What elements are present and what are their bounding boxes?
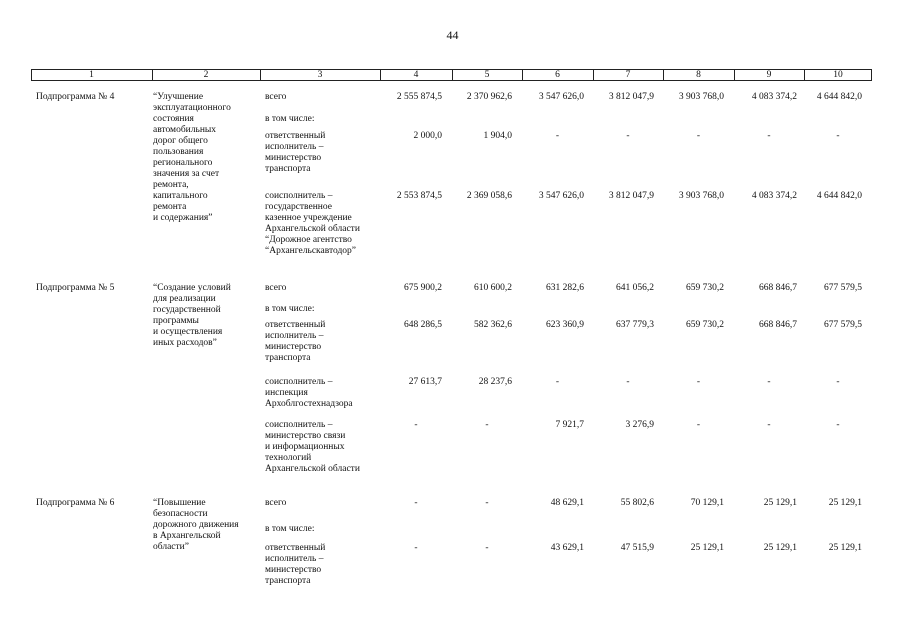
cell-value: - (696, 420, 701, 430)
row-label: соисполнитель – министерство связи и информационных технологий Архангельской области (265, 420, 360, 474)
column-number: 10 (833, 70, 843, 80)
cell-value: - (485, 543, 489, 553)
cell-value: 43 629,1 (550, 543, 584, 553)
subprogram-title: “Создание условий для реализации государственной программы и осуществления иных расходов” (153, 283, 231, 348)
cell-value: - (836, 377, 840, 387)
cell-value: - (767, 131, 771, 141)
cell-value: - (414, 420, 418, 430)
row-label: всего (265, 498, 287, 508)
cell-value: 610 600,2 (474, 283, 512, 293)
cell-value: 677 579,5 (824, 283, 862, 293)
subprogram-title: “Улучшение эксплуатационного состояния автомобильных дорог общего пользования регионального значения за счет ремонта, капитального ремонта и содержания” (153, 92, 231, 223)
cell-value: 3 276,9 (625, 420, 654, 430)
column-number: 3 (317, 70, 323, 80)
cell-value: 623 360,9 (546, 320, 584, 330)
cell-value: 675 900,2 (404, 283, 442, 293)
cell-value: 4 083 374,2 (751, 191, 797, 201)
cell-value: 668 846,7 (759, 320, 797, 330)
cell-value: 55 802,6 (620, 498, 654, 508)
cell-value: 659 730,2 (686, 283, 724, 293)
cell-value: - (696, 131, 701, 141)
cell-value: 3 547 626,0 (538, 92, 584, 102)
row-label: ответственный исполнитель – министерство транспорта (265, 320, 326, 363)
subprogram-title: “Повышение безопасности дорожного движения в Архангельской области” (153, 498, 239, 552)
cell-value: - (836, 131, 840, 141)
cell-value: 48 629,1 (550, 498, 584, 508)
cell-value: 4 644 842,0 (816, 191, 862, 201)
cell-value: 3 812 047,9 (608, 92, 654, 102)
column-number: 5 (484, 70, 490, 80)
cell-value: 2 369 058,6 (466, 191, 512, 201)
cell-value: - (626, 377, 630, 387)
cell-value: 25 129,1 (763, 498, 797, 508)
row-label: в том числе: (265, 114, 315, 124)
cell-value: 677 579,5 (824, 320, 862, 330)
cell-value: 25 129,1 (828, 543, 862, 553)
cell-value: 2 370 962,6 (466, 92, 512, 102)
column-number: 9 (766, 70, 772, 80)
cell-value: 582 362,6 (474, 320, 512, 330)
column-number: 8 (696, 70, 701, 80)
cell-value: 4 644 842,0 (816, 92, 862, 102)
cell-value: - (836, 420, 840, 430)
row-label: соисполнитель – государственное казенное учреждение Архангельской области “Дорожное агентство “Архангельскавтодор” (265, 191, 360, 256)
cell-value: 1 904,0 (483, 131, 512, 141)
cell-value: 25 129,1 (828, 498, 862, 508)
cell-value: 659 730,2 (686, 320, 724, 330)
cell-value: 637 779,3 (616, 320, 654, 330)
cell-value: 4 083 374,2 (751, 92, 797, 102)
cell-value: 3 812 047,9 (608, 191, 654, 201)
row-label: всего (265, 92, 287, 102)
cell-value: 2 555 874,5 (396, 92, 442, 102)
cell-value: 2 000,0 (413, 131, 442, 141)
cell-value: - (555, 377, 560, 387)
cell-value: 3 903 768,0 (678, 92, 724, 102)
cell-value: 25 129,1 (690, 543, 724, 553)
cell-value: 3 903 768,0 (678, 191, 724, 201)
cell-value: 641 056,2 (616, 283, 654, 293)
cell-value: 7 921,7 (555, 420, 584, 430)
row-label: ответственный исполнитель – министерство транспорта (265, 131, 326, 174)
column-number: 7 (625, 70, 631, 80)
column-number: 6 (555, 70, 560, 80)
row-label: соисполнитель – инспекция Архоблгостехнадзора (265, 377, 353, 409)
row-label: в том числе: (265, 524, 315, 534)
cell-value: - (485, 420, 489, 430)
row-label: в том числе: (265, 304, 315, 314)
column-number: 1 (89, 70, 94, 80)
subprogram-name: Подпрограмма № 5 (36, 283, 115, 293)
cell-value: 25 129,1 (763, 543, 797, 553)
cell-value: - (485, 498, 489, 508)
column-number: 4 (413, 70, 419, 80)
cell-value: - (626, 131, 630, 141)
subprogram-name: Подпрограмма № 6 (36, 498, 115, 508)
cell-value: 2 553 874,5 (396, 191, 442, 201)
cell-value: 648 286,5 (404, 320, 442, 330)
cell-value: - (555, 131, 560, 141)
subprogram-name: Подпрограмма № 4 (36, 92, 115, 102)
row-label: ответственный исполнитель – министерство транспорта (265, 543, 326, 586)
cell-value: 47 515,9 (620, 543, 654, 553)
cell-value: - (767, 377, 771, 387)
cell-value: - (414, 498, 418, 508)
column-number: 2 (203, 70, 209, 80)
page-number: 44 (446, 28, 459, 42)
cell-value: - (696, 377, 701, 387)
cell-value: - (414, 543, 418, 553)
cell-value: 70 129,1 (690, 498, 724, 508)
cell-value: - (767, 420, 771, 430)
cell-value: 631 282,6 (546, 283, 584, 293)
cell-value: 27 613,7 (408, 377, 442, 387)
cell-value: 28 237,6 (478, 377, 512, 387)
cell-value: 668 846,7 (759, 283, 797, 293)
row-label: всего (265, 283, 287, 293)
cell-value: 3 547 626,0 (538, 191, 584, 201)
